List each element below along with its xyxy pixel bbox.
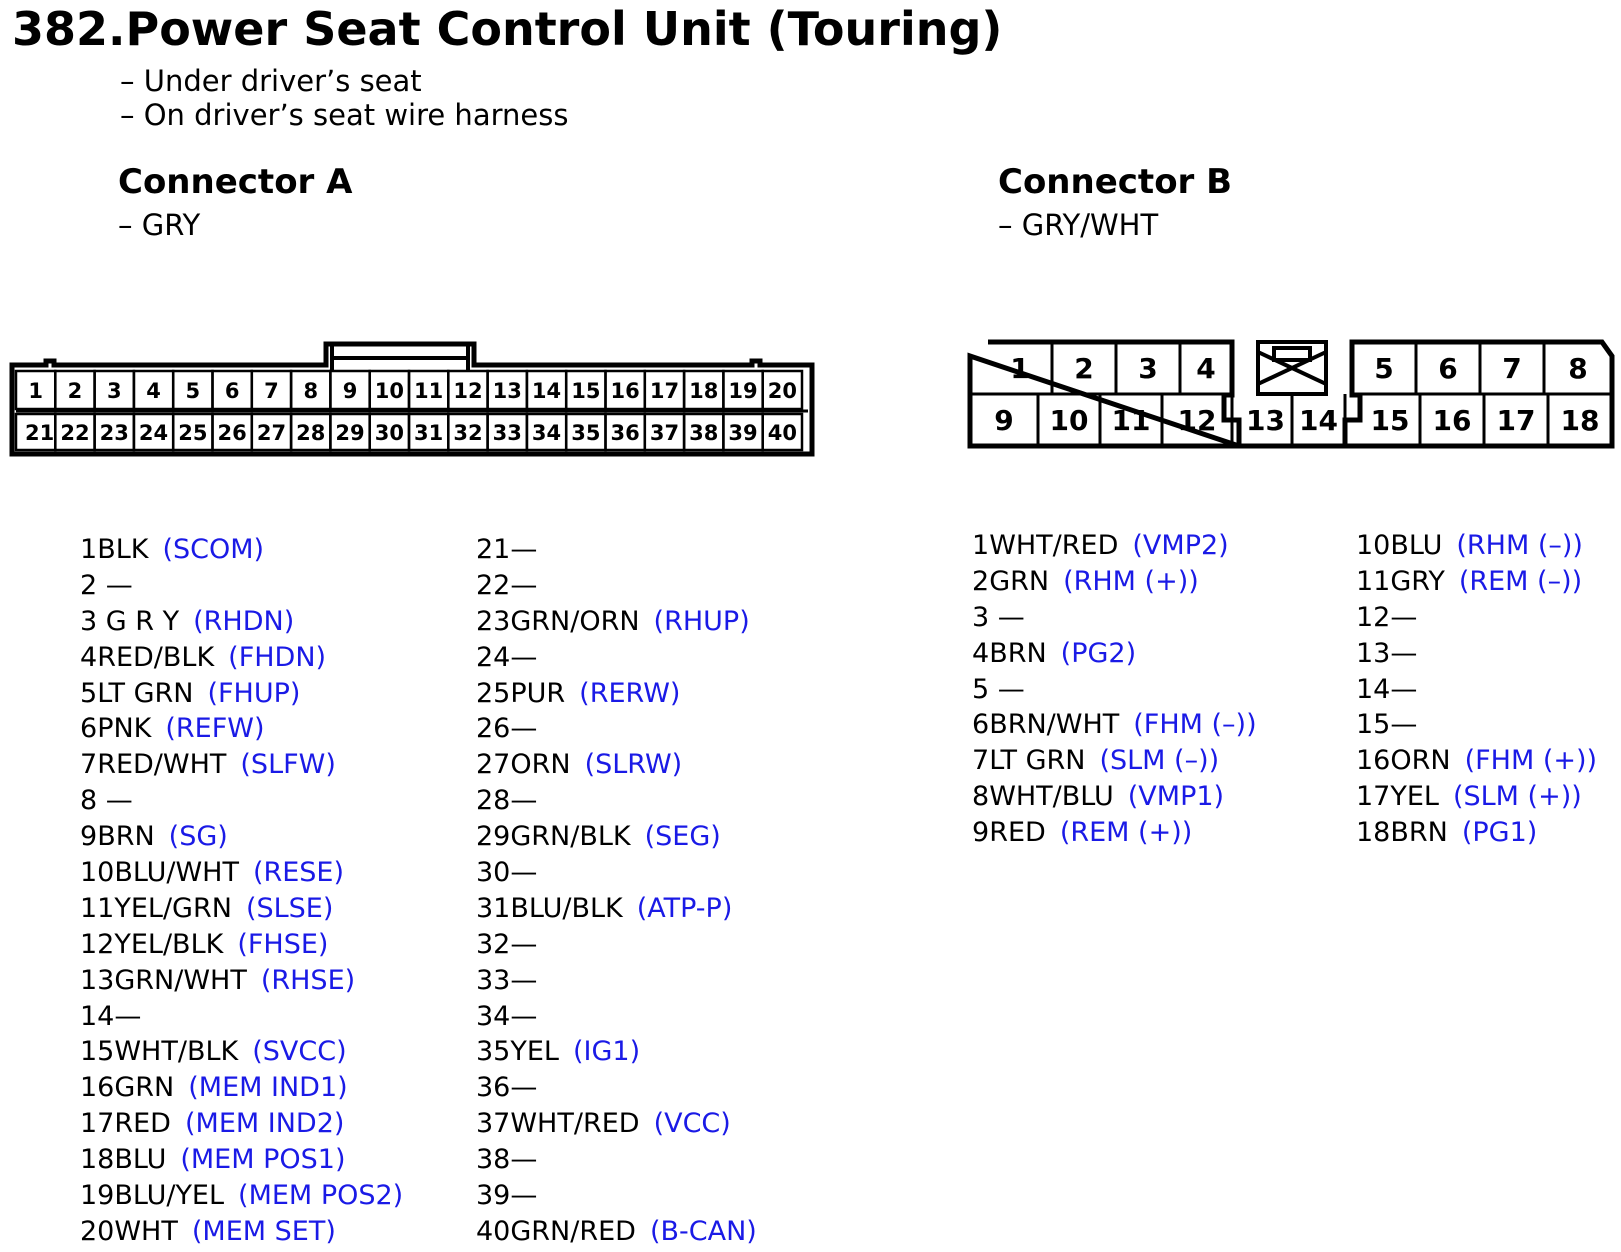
signal-name: (PG2) <box>1060 637 1137 669</box>
pin-entry <box>476 927 757 963</box>
connector-b-pin-label: 17 <box>1496 404 1536 437</box>
pin-number: 16 <box>80 1072 115 1104</box>
connector-a-pin-label: 11 <box>414 379 444 403</box>
page-title: 382.Power Seat Control Unit (Touring) <box>12 2 1003 56</box>
wire-color: — <box>1390 673 1418 705</box>
pin-entry <box>972 672 1257 708</box>
connector-a-pin-label: 40 <box>767 421 797 445</box>
wire-color: BLK <box>97 534 149 565</box>
connector-b-pin-label: 10 <box>1049 404 1089 437</box>
wire-color: GRN/RED <box>510 1215 636 1247</box>
connector-a-pin-label: 8 <box>303 379 319 403</box>
wire-color: YEL/BLK <box>114 928 224 960</box>
signal-name: (REM (–)) <box>1458 565 1583 597</box>
signal-name: (FHDN) <box>228 641 327 673</box>
pin-number: 17 <box>1356 781 1391 813</box>
pin-entry <box>80 711 403 747</box>
connector-a-pin-label: 39 <box>728 421 758 445</box>
wire-color: BRN <box>989 637 1047 669</box>
signal-name: (REFW) <box>165 713 265 745</box>
pin-number: 36 <box>476 1072 511 1104</box>
pin-entry <box>476 676 757 712</box>
pin-entry <box>80 604 403 640</box>
connector-a-pin-label: 12 <box>453 379 483 403</box>
pin-number: 1 <box>972 530 990 561</box>
pin-number: 13 <box>1356 637 1391 669</box>
signal-name: (RHM (–)) <box>1456 530 1583 561</box>
pin-number: 31 <box>476 892 511 924</box>
signal-name: (FHM (–)) <box>1133 709 1257 741</box>
wire-color: YEL <box>1390 781 1439 813</box>
wire-color: — <box>1390 709 1418 741</box>
pin-entry <box>972 528 1257 564</box>
wire-color: G R Y <box>97 605 180 637</box>
pin-entry <box>80 568 403 604</box>
connector-b-pin-label: 18 <box>1560 404 1600 437</box>
pin-entry <box>80 1214 403 1250</box>
connector-a-pin-label: 5 <box>185 379 201 403</box>
pin-entry <box>972 564 1257 600</box>
pin-number: 10 <box>80 857 115 889</box>
location-line-2: – On driver’s seat wire harness <box>120 98 569 132</box>
wire-color: PNK <box>97 713 152 745</box>
wire-color: ORN <box>510 749 571 781</box>
signal-name: (SCOM) <box>162 534 265 565</box>
pin-number: 22 <box>476 569 511 601</box>
pin-entry <box>80 1034 403 1070</box>
pin-number: 11 <box>1356 565 1391 597</box>
wire-color: — <box>97 785 133 817</box>
connector-b-pin-label: 4 <box>1196 352 1216 385</box>
signal-name: (SVCC) <box>252 1036 347 1068</box>
pin-entry <box>80 640 403 676</box>
pin-number: 32 <box>476 928 511 960</box>
signal-name: (RHUP) <box>653 605 750 637</box>
pin-number: 30 <box>476 857 511 889</box>
pin-entry <box>80 999 403 1035</box>
connector-b-color: – GRY/WHT <box>998 208 1159 242</box>
connector-b-pin-label: 14 <box>1299 404 1338 437</box>
pin-entry <box>476 891 757 927</box>
connector-b-pin-label: 8 <box>1568 352 1588 385</box>
pin-entry <box>1356 528 1597 564</box>
pin-entry <box>1356 743 1597 779</box>
connector-a-pin-label: 33 <box>492 421 522 445</box>
signal-name: (SLM (–)) <box>1099 745 1220 777</box>
pin-number: 24 <box>476 641 511 673</box>
wire-color: — <box>510 1180 538 1212</box>
wire-color: BLU/BLK <box>510 892 623 924</box>
pin-entry <box>476 1142 757 1178</box>
connector-b-pin-label: 1 <box>1010 352 1030 385</box>
wire-color: RED <box>989 817 1046 849</box>
pin-number: 28 <box>476 785 511 817</box>
wire-color: BRN <box>1390 817 1448 849</box>
connector-a-pin-label: 20 <box>767 379 797 403</box>
connector-a-pin-label: 37 <box>649 421 680 445</box>
signal-name: (FHM (+)) <box>1464 745 1598 777</box>
connector-a-pin-list-2 <box>476 532 757 1250</box>
connector-a-pin-label: 3 <box>106 379 122 403</box>
signal-name: (MEM POS2) <box>238 1180 404 1212</box>
pin-number: 20 <box>80 1215 115 1247</box>
connector-b-pin-label: 5 <box>1374 352 1394 385</box>
pin-number: 13 <box>80 964 115 996</box>
pin-entry <box>476 532 757 568</box>
pin-number: 26 <box>476 713 511 745</box>
pin-entry <box>80 1178 403 1214</box>
wire-color: — <box>510 534 538 565</box>
connector-b-heading: Connector B <box>998 162 1233 202</box>
pin-number: 7 <box>972 745 990 777</box>
pin-number: 16 <box>1356 745 1391 777</box>
pin-entry <box>1356 564 1597 600</box>
pin-entry <box>80 819 403 855</box>
wire-color: — <box>97 569 133 601</box>
connector-a-pin-label: 22 <box>60 421 90 445</box>
connector-a-pin-label: 13 <box>492 379 522 403</box>
wire-color: WHT/BLK <box>114 1036 239 1068</box>
pin-entry <box>476 711 757 747</box>
signal-name: (B-CAN) <box>649 1215 757 1247</box>
signal-name: (SG) <box>168 821 228 853</box>
pin-entry <box>972 707 1257 743</box>
wire-color: GRN/BLK <box>510 821 631 853</box>
wire-color: RED/WHT <box>97 749 227 781</box>
pin-number: 18 <box>1356 817 1391 849</box>
pin-entry <box>1356 779 1597 815</box>
pin-entry <box>1356 636 1597 672</box>
connector-b-pin-label: 7 <box>1502 352 1522 385</box>
wire-color: LT GRN <box>989 745 1086 777</box>
wire-color: — <box>510 785 538 817</box>
connector-a-pin-label: 35 <box>571 421 601 445</box>
pin-number: 33 <box>476 964 511 996</box>
pin-entry <box>476 999 757 1035</box>
wire-color: BLU/WHT <box>114 857 239 889</box>
wire-color: WHT/BLU <box>989 781 1114 813</box>
pin-entry <box>476 640 757 676</box>
connector-b-pin-label: 11 <box>1111 404 1151 437</box>
pin-number: 2 <box>80 569 98 601</box>
connector-b-pin-label: 15 <box>1370 404 1410 437</box>
connector-a-pin-label: 6 <box>224 379 240 403</box>
pin-number: 9 <box>80 821 98 853</box>
pin-entry <box>80 1142 403 1178</box>
wire-color: BRN <box>97 821 155 853</box>
connector-b-pin-label: 3 <box>1138 352 1158 385</box>
connector-a-pin-label: 30 <box>374 421 404 445</box>
wire-color: — <box>510 1000 538 1032</box>
connector-a-pin-list-1 <box>80 532 403 1250</box>
connector-a-pin-label: 34 <box>531 421 562 445</box>
pin-entry <box>1356 707 1597 743</box>
connector-b-pin-label: 12 <box>1177 404 1217 437</box>
pin-number: 27 <box>476 749 511 781</box>
pin-number: 11 <box>80 892 115 924</box>
signal-name: (REM (+)) <box>1059 817 1193 849</box>
wire-color: BLU <box>1390 530 1443 561</box>
wire-color: YEL <box>510 1036 559 1068</box>
wire-color: RED <box>114 1108 171 1140</box>
connector-a-heading: Connector A <box>118 162 353 202</box>
connector-b-pin-label: 6 <box>1438 352 1458 385</box>
pin-number: 40 <box>476 1215 511 1247</box>
wire-color: BRN/WHT <box>989 709 1120 741</box>
pin-number: 38 <box>476 1144 511 1176</box>
wire-color: — <box>510 928 538 960</box>
connector-a-pin-label: 25 <box>178 421 208 445</box>
signal-name: (SLSE) <box>245 892 334 924</box>
pin-number: 5 <box>972 673 990 705</box>
signal-name: (RERW) <box>579 677 681 709</box>
pin-number: 10 <box>1356 530 1391 561</box>
pin-number: 8 <box>80 785 98 817</box>
wire-color: — <box>1390 601 1418 633</box>
pin-number: 34 <box>476 1000 511 1032</box>
connector-a-pin-label: 15 <box>571 379 601 403</box>
connector-a-pin-label: 4 <box>146 379 161 403</box>
wire-color: GRN <box>989 565 1050 597</box>
pin-entry <box>476 1178 757 1214</box>
wire-color: GRN <box>114 1072 175 1104</box>
signal-name: (SLRW) <box>584 749 683 781</box>
pin-entry <box>476 747 757 783</box>
pin-number: 3 <box>80 605 98 637</box>
pin-entry <box>476 783 757 819</box>
wire-color: — <box>510 964 538 996</box>
signal-name: (SEG) <box>644 821 721 853</box>
signal-name: (SLM (+)) <box>1452 781 1582 813</box>
pin-entry <box>80 963 403 999</box>
pin-entry <box>476 819 757 855</box>
pin-entry <box>80 855 403 891</box>
connector-a-pin-label: 26 <box>217 421 247 445</box>
connector-a-pin-label: 14 <box>531 379 562 403</box>
wire-color: — <box>510 569 538 601</box>
signal-name: (IG1) <box>572 1036 641 1068</box>
wire-color: — <box>989 601 1025 633</box>
pin-entry <box>476 1214 757 1250</box>
connector-a-pin-label: 2 <box>67 379 83 403</box>
signal-name: (ATP-P) <box>636 892 733 924</box>
connector-b-key-cavity <box>1258 342 1326 394</box>
connector-a-pin-label: 36 <box>610 421 640 445</box>
pin-entry <box>476 1106 757 1142</box>
location-line-1: – Under driver’s seat <box>120 64 422 98</box>
pin-entry <box>80 747 403 783</box>
wire-color: — <box>989 673 1025 705</box>
pin-number: 14 <box>80 1000 115 1032</box>
wire-color: BLU <box>114 1144 167 1176</box>
pin-entry <box>972 600 1257 636</box>
pin-number: 3 <box>972 601 990 633</box>
pin-number: 25 <box>476 677 511 709</box>
connector-a-pin-label: 38 <box>689 421 719 445</box>
pin-number: 35 <box>476 1036 511 1068</box>
connector-a-color: – GRY <box>118 208 201 242</box>
wire-color: — <box>510 713 538 745</box>
signal-name: (VMP1) <box>1127 781 1225 813</box>
pin-number: 6 <box>80 713 98 745</box>
connector-a-pin-label: 16 <box>610 379 640 403</box>
signal-name: (MEM POS1) <box>180 1144 346 1176</box>
pin-number: 18 <box>80 1144 115 1176</box>
connector-a-pin-label: 29 <box>335 421 365 445</box>
pin-entry <box>80 1070 403 1106</box>
signal-name: (SLFW) <box>240 749 336 781</box>
connector-a-pin-label: 23 <box>99 421 129 445</box>
pin-entry <box>80 891 403 927</box>
pin-number: 5 <box>80 677 98 709</box>
pin-entry <box>476 855 757 891</box>
pin-number: 1 <box>80 534 98 565</box>
pin-entry <box>972 743 1257 779</box>
signal-name: (RHM (+)) <box>1063 565 1199 597</box>
connector-a-pin-label: 19 <box>728 379 758 403</box>
wire-color: PUR <box>510 677 566 709</box>
signal-name: (MEM IND2) <box>184 1108 345 1140</box>
signal-name: (MEM SET) <box>191 1215 336 1247</box>
pin-entry <box>80 927 403 963</box>
pin-number: 21 <box>476 534 511 565</box>
signal-name: (MEM IND1) <box>188 1072 348 1104</box>
pin-number: 9 <box>972 817 990 849</box>
pin-number: 7 <box>80 749 98 781</box>
connector-b-pin-label: 2 <box>1074 352 1094 385</box>
connector-a-pin-label: 24 <box>138 421 169 445</box>
pin-number: 14 <box>1356 673 1391 705</box>
wire-color: WHT/RED <box>510 1108 640 1140</box>
connector-b-pin-list-1 <box>972 528 1257 851</box>
pin-number: 12 <box>80 928 115 960</box>
signal-name: (RHDN) <box>193 605 295 637</box>
wire-color: GRN/WHT <box>114 964 247 996</box>
connector-a-pin-label: 28 <box>296 421 326 445</box>
pin-number: 29 <box>476 821 511 853</box>
pin-entry <box>1356 815 1597 851</box>
signal-name: (PG1) <box>1461 817 1538 849</box>
pin-entry <box>80 783 403 819</box>
connector-a-pin-label: 27 <box>256 421 287 445</box>
wire-color: — <box>510 1072 538 1104</box>
pin-number: 15 <box>80 1036 115 1068</box>
pin-entry <box>476 604 757 640</box>
pin-number: 12 <box>1356 601 1391 633</box>
pin-number: 4 <box>80 641 98 673</box>
pin-entry <box>476 963 757 999</box>
pin-entry <box>80 532 403 568</box>
connector-a-pin-label: 21 <box>25 421 55 445</box>
pin-number: 37 <box>476 1108 511 1140</box>
signal-name: (RESE) <box>252 857 345 889</box>
pin-number: 23 <box>476 605 511 637</box>
pin-number: 2 <box>972 565 990 597</box>
connector-a-pin-label: 9 <box>342 379 358 403</box>
pin-entry <box>476 1070 757 1106</box>
wire-color: WHT <box>114 1215 178 1247</box>
signal-name: (VCC) <box>653 1108 731 1140</box>
connector-a-pin-label: 31 <box>414 421 444 445</box>
wire-color: RED/BLK <box>97 641 215 673</box>
connector-b-pin-label: 13 <box>1246 404 1285 437</box>
wire-color: — <box>510 857 538 889</box>
wire-color: GRN/ORN <box>510 605 640 637</box>
wire-color: — <box>1390 637 1418 669</box>
wire-color: ORN <box>1390 745 1451 777</box>
connector-a-pin-label: 7 <box>264 379 279 403</box>
pin-entry <box>972 779 1257 815</box>
wire-color: WHT/RED <box>989 530 1119 561</box>
wire-color: GRY <box>1390 565 1445 597</box>
pin-entry <box>972 636 1257 672</box>
pin-entry <box>1356 600 1597 636</box>
pin-number: 39 <box>476 1180 511 1212</box>
signal-name: (RHSE) <box>260 964 356 996</box>
pin-entry <box>1356 672 1597 708</box>
pin-entry <box>972 815 1257 851</box>
connector-a-pin-label: 1 <box>28 379 43 403</box>
pin-number: 4 <box>972 637 990 669</box>
wire-color: BLU/YEL <box>114 1180 225 1212</box>
connector-b-pin-list-2 <box>1356 528 1597 851</box>
pin-number: 6 <box>972 709 990 741</box>
pin-entry <box>476 568 757 604</box>
wire-color: — <box>510 1144 538 1176</box>
connector-a-pin-label: 18 <box>689 379 719 403</box>
wire-color: YEL/GRN <box>114 892 232 924</box>
signal-name: (FHUP) <box>207 677 301 709</box>
connector-b-pin-label: 16 <box>1432 404 1472 437</box>
connector-a-pin-label: 17 <box>649 379 680 403</box>
pin-number: 8 <box>972 781 990 813</box>
pin-entry <box>476 1034 757 1070</box>
connector-b-pin-label: 9 <box>994 404 1014 437</box>
wire-color: — <box>114 1000 142 1032</box>
pin-entry <box>80 676 403 712</box>
pin-number: 15 <box>1356 709 1391 741</box>
signal-name: (FHSE) <box>237 928 329 960</box>
pin-number: 17 <box>80 1108 115 1140</box>
connector-a-pin-label: 32 <box>453 421 483 445</box>
signal-name: (VMP2) <box>1132 530 1229 561</box>
wire-color: — <box>510 641 538 673</box>
connector-a-pin-label: 10 <box>374 379 404 403</box>
pin-entry <box>80 1106 403 1142</box>
wire-color: LT GRN <box>97 677 194 709</box>
pin-number: 19 <box>80 1180 115 1212</box>
